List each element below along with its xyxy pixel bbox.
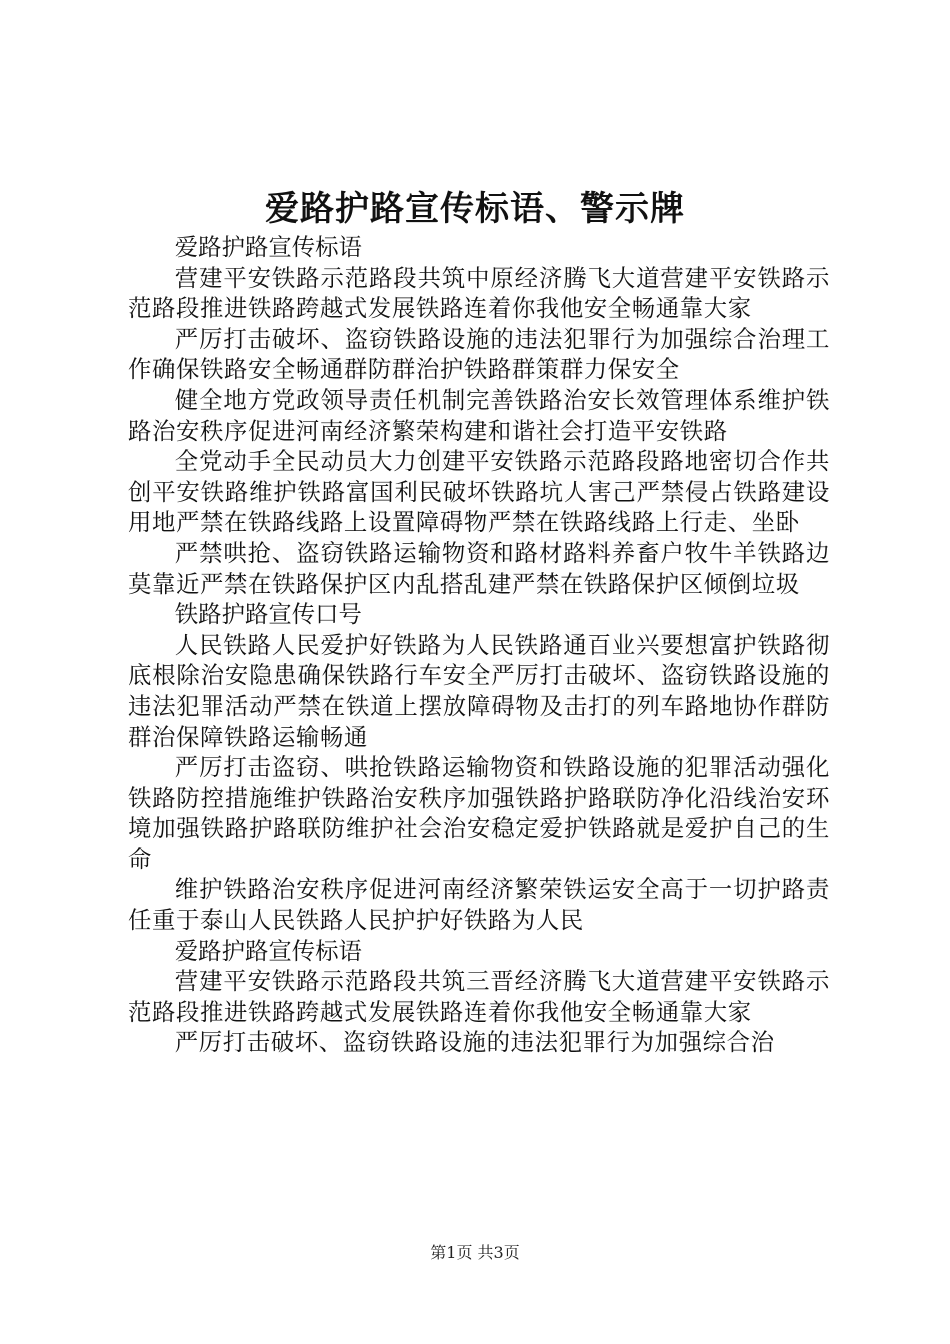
paragraph: 健全地方党政领导责任机制完善铁路治安长效管理体系维护铁路治安秩序促进河南经济繁荣构建和谐社会打造平安铁路 xyxy=(128,385,830,445)
document-body xyxy=(128,232,830,1058)
paragraph: 人民铁路人民爱护好铁路为人民铁路通百业兴要想富护铁路彻底根除治安隐患确保铁路行车安全严厉打击破坏、盗窃铁路设施的违法犯罪活动严禁在铁道上摆放障碍物及击打的列车路地协作群防群治保障铁路运输畅通 xyxy=(128,630,830,751)
paragraph: 营建平安铁路示范路段共筑中原经济腾飞大道营建平安铁路示范路段推进铁路跨越式发展铁路连着你我他安全畅通靠大家 xyxy=(128,263,830,323)
section-heading-slogans-2: 铁路护路宣传口号 xyxy=(174,600,362,629)
paragraph: 营建平安铁路示范路段共筑三晋经济腾飞大道营建平安铁路示范路段推进铁路跨越式发展铁路连着你我他安全畅通靠大家 xyxy=(128,967,830,1026)
section-heading-slogans-3: 爱路护路宣传标语 xyxy=(174,936,362,965)
paragraph: 全党动手全民动员大力创建平安铁路示范路段路地密切合作共创平安铁路维护铁路富国利民破坏铁路坑人害己严禁侵占铁路建设用地严禁在铁路线路上设置障碍物严禁在铁路线路上行走、坐卧 xyxy=(128,447,830,537)
paragraph: 严禁哄抢、盗窃铁路运输物资和路材路料养畜户牧牛羊铁路边莫靠近严禁在铁路保护区内乱搭乱建严禁在铁路保护区倾倒垃圾 xyxy=(128,538,830,598)
paragraph: 严厉打击盗窃、哄抢铁路运输物资和铁路设施的犯罪活动强化铁路防控措施维护铁路治安秩序加强铁路护路联防净化沿线治安环境加强铁路护路联防维护社会治安稳定爱护铁路就是爱护自己的生命 xyxy=(128,753,830,873)
paragraph: 严厉打击破坏、盗窃铁路设施的违法犯罪行为加强综合治 xyxy=(174,1028,775,1057)
document-title: 爱路护路宣传标语、警示牌 xyxy=(265,189,685,229)
page-footer: 第1页 共3页 xyxy=(430,1243,520,1262)
section-heading-slogans: 爱路护路宣传标语 xyxy=(174,233,362,261)
paragraph: 严厉打击破坏、盗窃铁路设施的违法犯罪行为加强综合治理工作确保铁路安全畅通群防群治护铁路群策群力保安全 xyxy=(128,324,830,384)
paragraph: 维护铁路治安秩序促进河南经济繁荣铁运安全高于一切护路责任重于泰山人民铁路人民护护好铁路为人民 xyxy=(128,875,830,935)
